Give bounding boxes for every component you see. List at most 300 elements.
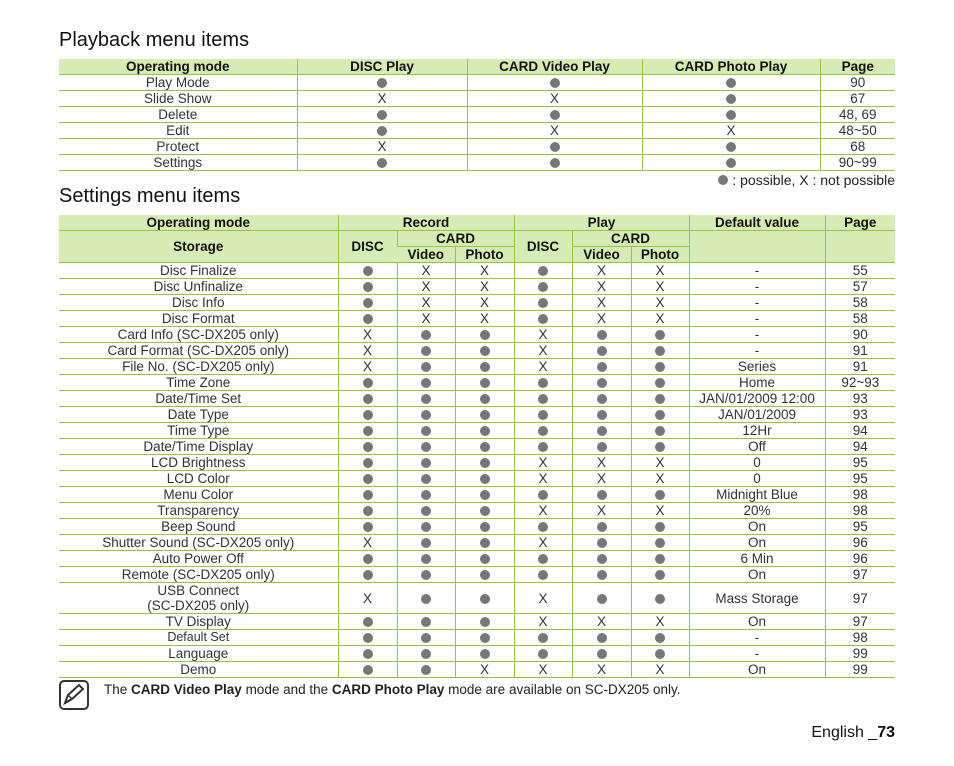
record-disc-cell-possible [338, 614, 397, 630]
possible-dot-icon [655, 378, 665, 388]
settings-header-row-2 [59, 231, 895, 247]
setting-name: Date Type [59, 407, 338, 423]
page-cell: 68 [820, 139, 895, 155]
record-photo-cell-possible [455, 391, 514, 407]
default-value-cell: JAN/01/2009 12:00 [689, 391, 825, 407]
record-photo-cell: X [455, 662, 514, 678]
possible-dot-icon [480, 474, 490, 484]
page-cell: 98 [825, 487, 895, 503]
play-disc-cell: X [514, 455, 572, 471]
setting-name: LCD Color [59, 471, 338, 487]
possible-dot-icon [480, 394, 490, 404]
possible-dot-icon [597, 570, 607, 580]
default-value-cell: JAN/01/2009 [689, 407, 825, 423]
table-row [59, 107, 895, 123]
record-photo-cell: X [455, 263, 514, 279]
possible-dot-icon [597, 426, 607, 436]
default-value-cell: - [689, 343, 825, 359]
possible-dot-icon [421, 394, 431, 404]
table-row [59, 343, 895, 359]
play-video-cell: X [572, 263, 631, 279]
record-disc-cell-possible [338, 519, 397, 535]
possible-dot-icon [377, 78, 387, 88]
page-cell: 58 [825, 295, 895, 311]
play-disc-cell-possible [514, 391, 572, 407]
record-photo-cell-possible [455, 327, 514, 343]
play-video-cell: X [572, 662, 631, 678]
table-row [59, 614, 895, 630]
play-disc-cell-possible [514, 263, 572, 279]
possible-dot-icon [597, 410, 607, 420]
play-video-cell-possible [572, 567, 631, 583]
settings-menu-table [59, 215, 895, 678]
play-video-cell-possible [572, 407, 631, 423]
table-row [59, 455, 895, 471]
possible-dot-icon [363, 633, 373, 643]
play-photo-cell-possible [631, 407, 689, 423]
possible-dot-icon [421, 426, 431, 436]
possible-dot-icon [726, 142, 736, 152]
page-cell: 90 [820, 75, 895, 91]
play-photo-cell-possible [631, 327, 689, 343]
possible-dot-icon [480, 522, 490, 532]
record-disc-cell-possible [338, 311, 397, 327]
possible-dot-icon [550, 158, 560, 168]
record-photo-cell-possible [455, 455, 514, 471]
record-disc-cell-possible [338, 551, 397, 567]
play-video-cell-possible [572, 423, 631, 439]
play-photo-cell: X [631, 295, 689, 311]
setting-name: Language [59, 646, 338, 662]
record-photo-cell: X [455, 279, 514, 295]
play-photo-cell-possible [631, 519, 689, 535]
settings-section-title: Settings menu items [59, 185, 241, 207]
possible-dot-icon [538, 554, 548, 564]
possible-dot-icon [421, 474, 431, 484]
record-disc-cell-possible [338, 487, 397, 503]
possible-dot-icon [363, 617, 373, 627]
card-video-play-cell: X [467, 91, 642, 107]
possible-dot-icon [421, 362, 431, 372]
page-cell: 90~99 [820, 155, 895, 171]
possible-dot-icon [597, 442, 607, 452]
possible-dot-icon [363, 554, 373, 564]
possible-dot-icon [421, 594, 431, 604]
possible-dot-icon [363, 522, 373, 532]
record-photo-cell-possible [455, 471, 514, 487]
record-disc-cell: X [338, 343, 397, 359]
play-photo-cell-possible [631, 439, 689, 455]
possible-dot-icon [377, 110, 387, 120]
default-value-cell: On [689, 662, 825, 678]
record-photo-cell-possible [455, 646, 514, 662]
table-row [59, 295, 895, 311]
table-row [59, 375, 895, 391]
record-video-cell-possible [397, 630, 455, 646]
possible-dot-icon [655, 330, 665, 340]
possible-dot-icon [655, 346, 665, 356]
play-photo-cell-possible [631, 423, 689, 439]
possible-dot-icon [363, 282, 373, 292]
default-value-cell: - [689, 646, 825, 662]
page-cell: 48~50 [820, 123, 895, 139]
header-record-card: CARD [397, 231, 514, 247]
record-photo-cell-possible [455, 407, 514, 423]
record-photo-cell-possible [455, 439, 514, 455]
default-value-cell: Mass Storage [689, 583, 825, 614]
mode-name: Edit [59, 123, 297, 139]
play-video-cell: X [572, 311, 631, 327]
possible-dot-icon [363, 426, 373, 436]
record-video-cell-possible [397, 614, 455, 630]
possible-dot-icon [421, 442, 431, 452]
card-video-play-cell-possible [467, 75, 642, 91]
possible-dot-icon [655, 633, 665, 643]
play-photo-cell-possible [631, 391, 689, 407]
table-row [59, 423, 895, 439]
play-photo-cell-possible [631, 343, 689, 359]
possible-dot-icon [726, 78, 736, 88]
header-disc-play: DISC Play [297, 59, 467, 75]
play-disc-cell: X [514, 583, 572, 614]
possible-dot-icon [363, 458, 373, 468]
possible-dot-icon [538, 490, 548, 500]
record-video-cell-possible [397, 471, 455, 487]
play-disc-cell: X [514, 535, 572, 551]
header-storage: Storage [59, 231, 338, 263]
page-cell: 96 [825, 551, 895, 567]
table-row [59, 519, 895, 535]
setting-name: Time Zone [59, 375, 338, 391]
possible-dot-icon [421, 346, 431, 356]
possible-dot-icon [377, 158, 387, 168]
possible-dot-icon [538, 314, 548, 324]
possible-dot-icon [363, 665, 373, 675]
record-video-cell-possible [397, 343, 455, 359]
note-text-part: mode and the [241, 682, 332, 697]
page-cell: 58 [825, 311, 895, 327]
header-card-video-play: CARD Video Play [467, 59, 642, 75]
disc-play-cell-possible [297, 123, 467, 139]
play-photo-cell: X [631, 471, 689, 487]
possible-dot-icon [655, 362, 665, 372]
table-row [59, 391, 895, 407]
possible-dot-icon [421, 330, 431, 340]
page-cell: 95 [825, 519, 895, 535]
play-photo-cell-possible [631, 583, 689, 614]
possible-dot-icon [363, 490, 373, 500]
setting-name: TV Display [59, 614, 338, 630]
record-video-cell-possible [397, 519, 455, 535]
card-photo-play-cell-possible [642, 139, 820, 155]
record-disc-cell-possible [338, 646, 397, 662]
possible-dot-icon [480, 506, 490, 516]
play-photo-cell-possible [631, 535, 689, 551]
possible-dot-icon [480, 554, 490, 564]
mode-name: Delete [59, 107, 297, 123]
play-photo-cell: X [631, 503, 689, 519]
possible-dot-icon [480, 346, 490, 356]
page-cell: 97 [825, 567, 895, 583]
record-photo-cell-possible [455, 519, 514, 535]
possible-dot-icon [480, 570, 490, 580]
playback-section-title: Playback menu items [59, 29, 250, 51]
table-row [59, 503, 895, 519]
page-cell: 94 [825, 423, 895, 439]
play-video-cell-possible [572, 487, 631, 503]
possible-dot-icon [421, 617, 431, 627]
default-value-cell: - [689, 279, 825, 295]
record-disc-cell-possible [338, 279, 397, 295]
setting-name: Card Format (SC-DX205 only) [59, 343, 338, 359]
record-video-cell: X [397, 295, 455, 311]
card-video-play-cell-possible [467, 155, 642, 171]
card-photo-play-cell-possible [642, 75, 820, 91]
possible-dot-icon [363, 394, 373, 404]
possible-dot-icon [421, 633, 431, 643]
possible-dot-icon [597, 554, 607, 564]
possible-dot-icon [655, 410, 665, 420]
setting-name: Card Info (SC-DX205 only) [59, 327, 338, 343]
record-video-cell-possible [397, 407, 455, 423]
possible-dot-icon [480, 490, 490, 500]
card-photo-play-cell-possible [642, 107, 820, 123]
setting-name: Beep Sound [59, 519, 338, 535]
play-video-cell: X [572, 614, 631, 630]
play-video-cell-possible [572, 375, 631, 391]
possible-dot-icon [421, 538, 431, 548]
default-value-cell: - [689, 327, 825, 343]
page-cell: 95 [825, 471, 895, 487]
play-disc-cell-possible [514, 519, 572, 535]
possible-dot-icon [421, 665, 431, 675]
possible-dot-icon [718, 175, 728, 185]
play-photo-cell: X [631, 614, 689, 630]
default-value-cell: On [689, 567, 825, 583]
default-value-cell: On [689, 519, 825, 535]
play-video-cell: X [572, 295, 631, 311]
mode-name: Slide Show [59, 91, 297, 107]
header-play-video: Video [572, 247, 631, 263]
table-row [59, 646, 895, 662]
play-video-cell: X [572, 471, 631, 487]
record-photo-cell-possible [455, 503, 514, 519]
play-disc-cell: X [514, 614, 572, 630]
mode-name: Protect [59, 139, 297, 155]
possible-dot-icon [655, 594, 665, 604]
play-disc-cell-possible [514, 423, 572, 439]
record-video-cell-possible [397, 375, 455, 391]
record-disc-cell: X [338, 535, 397, 551]
default-value-cell: 12Hr [689, 423, 825, 439]
card-photo-play-cell-possible [642, 155, 820, 171]
note-box [59, 680, 895, 714]
play-disc-cell: X [514, 503, 572, 519]
possible-dot-icon [480, 458, 490, 468]
header-card-photo-play: CARD Photo Play [642, 59, 820, 75]
record-photo-cell-possible [455, 614, 514, 630]
table-row [59, 311, 895, 327]
possible-dot-icon [363, 266, 373, 276]
record-photo-cell-possible [455, 630, 514, 646]
header-play: Play [514, 215, 689, 231]
record-video-cell-possible [397, 503, 455, 519]
card-photo-play-cell-possible [642, 91, 820, 107]
possible-dot-icon [538, 282, 548, 292]
default-value-cell: - [689, 311, 825, 327]
record-video-cell-possible [397, 455, 455, 471]
play-photo-cell-possible [631, 551, 689, 567]
setting-name: USB Connect (SC-DX205 only) [59, 583, 338, 614]
possible-dot-icon [480, 410, 490, 420]
default-value-cell: Series [689, 359, 825, 375]
possible-dot-icon [655, 554, 665, 564]
play-disc-cell-possible [514, 407, 572, 423]
possible-dot-icon [421, 570, 431, 580]
card-video-play-cell: X [467, 123, 642, 139]
possible-dot-icon [597, 394, 607, 404]
record-disc-cell-possible [338, 423, 397, 439]
possible-dot-icon [538, 266, 548, 276]
possible-dot-icon [421, 506, 431, 516]
play-video-cell-possible [572, 646, 631, 662]
play-disc-cell-possible [514, 630, 572, 646]
setting-name: Default Set [59, 630, 338, 646]
play-video-cell-possible [572, 439, 631, 455]
table-row [59, 630, 895, 646]
play-photo-cell: X [631, 263, 689, 279]
possible-dot-icon [655, 426, 665, 436]
possible-dot-icon [538, 649, 548, 659]
header-default-value: Default value [689, 215, 825, 231]
note-text-part: mode are available on SC-DX205 only. [444, 682, 681, 697]
page-cell: 93 [825, 391, 895, 407]
playback-header-row [59, 59, 895, 75]
record-video-cell: X [397, 279, 455, 295]
possible-dot-icon [726, 94, 736, 104]
possible-dot-icon [480, 442, 490, 452]
default-value-cell: - [689, 295, 825, 311]
default-value-cell: 0 [689, 455, 825, 471]
possible-dot-icon [655, 394, 665, 404]
possible-dot-icon [421, 378, 431, 388]
possible-dot-icon [597, 649, 607, 659]
record-video-cell-possible [397, 391, 455, 407]
record-disc-cell-possible [338, 662, 397, 678]
play-video-cell-possible [572, 551, 631, 567]
record-photo-cell-possible [455, 583, 514, 614]
header-play-photo: Photo [631, 247, 689, 263]
header-record: Record [338, 215, 514, 231]
setting-name: Shutter Sound (SC-DX205 only) [59, 535, 338, 551]
possible-dot-icon [538, 394, 548, 404]
play-video-cell: X [572, 503, 631, 519]
play-disc-cell-possible [514, 439, 572, 455]
possible-dot-icon [421, 458, 431, 468]
possible-dot-icon [421, 490, 431, 500]
setting-name: Transparency [59, 503, 338, 519]
record-disc-cell-possible [338, 455, 397, 471]
table-row [59, 551, 895, 567]
possible-dot-icon [480, 330, 490, 340]
possible-dot-icon [363, 378, 373, 388]
settings-header-row-1 [59, 215, 895, 231]
record-disc-cell-possible [338, 407, 397, 423]
play-video-cell-possible [572, 359, 631, 375]
record-disc-cell-possible [338, 503, 397, 519]
table-row [59, 75, 895, 91]
default-value-cell: 20% [689, 503, 825, 519]
possible-dot-icon [550, 142, 560, 152]
mode-name: Settings [59, 155, 297, 171]
possible-dot-icon [363, 474, 373, 484]
possible-dot-icon [655, 570, 665, 580]
setting-name: File No. (SC-DX205 only) [59, 359, 338, 375]
header-operating-mode: Operating mode [59, 215, 338, 231]
possible-dot-icon [421, 554, 431, 564]
note-text-bold: CARD Photo Play [331, 682, 445, 697]
possible-dot-icon [480, 594, 490, 604]
page-cell: 97 [825, 614, 895, 630]
play-video-cell-possible [572, 519, 631, 535]
default-value-cell: - [689, 263, 825, 279]
play-disc-cell-possible [514, 279, 572, 295]
play-disc-cell-possible [514, 567, 572, 583]
possible-dot-icon [363, 649, 373, 659]
header-operating-mode: Operating mode [59, 59, 297, 75]
possible-dot-icon [377, 126, 387, 136]
possible-dot-icon [597, 330, 607, 340]
possible-dot-icon [655, 538, 665, 548]
possible-dot-icon [538, 570, 548, 580]
setting-name: LCD Brightness [59, 455, 338, 471]
page-cell: 67 [820, 91, 895, 107]
play-photo-cell: X [631, 455, 689, 471]
possible-dot-icon [538, 522, 548, 532]
play-photo-cell-possible [631, 487, 689, 503]
card-photo-play-cell: X [642, 123, 820, 139]
record-photo-cell: X [455, 295, 514, 311]
header-play-card: CARD [572, 231, 689, 247]
record-video-cell-possible [397, 423, 455, 439]
record-video-cell-possible [397, 551, 455, 567]
play-video-cell-possible [572, 630, 631, 646]
possible-dot-icon [597, 538, 607, 548]
page-cell: 48, 69 [820, 107, 895, 123]
play-photo-cell-possible [631, 630, 689, 646]
record-disc-cell: X [338, 359, 397, 375]
record-photo-cell-possible [455, 375, 514, 391]
page-cell: 98 [825, 630, 895, 646]
page-cell: 94 [825, 439, 895, 455]
header-play-disc: DISC [514, 231, 572, 263]
possible-dot-icon [597, 490, 607, 500]
header-page-blank [825, 231, 895, 263]
play-photo-cell-possible [631, 567, 689, 583]
default-value-cell: Home [689, 375, 825, 391]
possible-dot-icon [655, 490, 665, 500]
card-video-play-cell-possible [467, 107, 642, 123]
default-value-cell: On [689, 535, 825, 551]
possible-dot-icon [480, 538, 490, 548]
disc-play-cell: X [297, 139, 467, 155]
play-disc-cell: X [514, 343, 572, 359]
possible-dot-icon [597, 346, 607, 356]
setting-name: Demo [59, 662, 338, 678]
possible-dot-icon [538, 426, 548, 436]
page-cell: 55 [825, 263, 895, 279]
table-row [59, 155, 895, 171]
